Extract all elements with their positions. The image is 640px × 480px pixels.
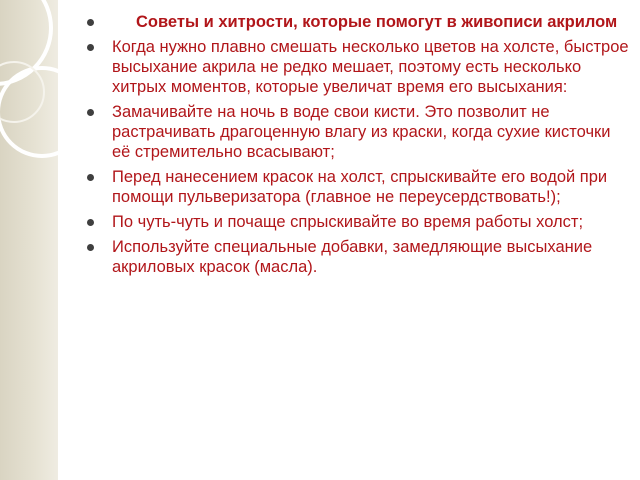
list-item-text: Используйте специальные добавки, замедляющие высыхание акриловых красок (масла). bbox=[112, 238, 593, 276]
list-item bbox=[84, 237, 632, 277]
list-item bbox=[84, 37, 632, 97]
bullet-icon bbox=[87, 19, 94, 26]
list-item-text: Перед нанесением красок на холст, спрыскивайте его водой при помощи пульверизатора (главное не переусердствовать!); bbox=[112, 168, 608, 206]
slide-title: Советы и хитрости, которые помогут в живописи акрилом bbox=[136, 13, 618, 31]
list-item bbox=[84, 212, 632, 232]
bullet-icon bbox=[87, 109, 94, 116]
bullet-icon bbox=[87, 174, 94, 181]
list-item-text: По чуть-чуть и почаще спрыскивайте во время работы холст; bbox=[112, 213, 584, 231]
list-item-title bbox=[84, 12, 632, 32]
bullet-icon bbox=[87, 244, 94, 251]
list-item-text: Когда нужно плавно смешать несколько цветов на холсте, быстрое высыхание акрила не редко мешает, поэтому есть несколько хитрых моментов, которые увеличат время его высыхания: bbox=[112, 38, 629, 96]
list-item bbox=[84, 167, 632, 207]
list-item-text: Замачивайте на ночь в воде свои кисти. Это позволит не растрачивать драгоценную влагу из краски, когда сухие кисточки её стремительно всасывают; bbox=[112, 103, 611, 161]
bullet-icon bbox=[87, 219, 94, 226]
bullet-icon bbox=[87, 44, 94, 51]
tips-list bbox=[84, 12, 632, 282]
list-item bbox=[84, 102, 632, 162]
